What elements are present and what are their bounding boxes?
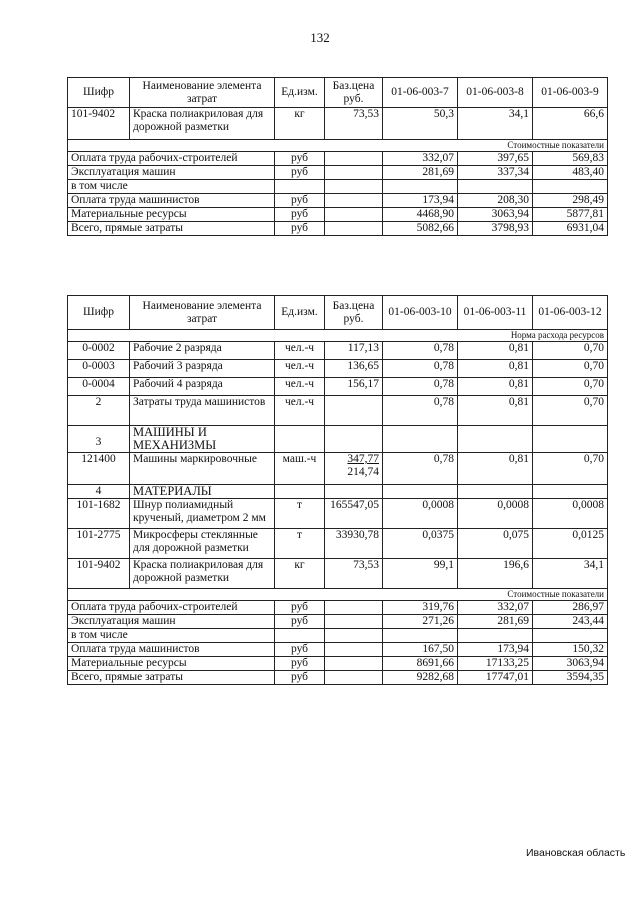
cell-value: [383, 629, 458, 643]
price-second: 214,74: [347, 466, 379, 478]
cell-value: 0,0375: [383, 529, 458, 559]
cell-code: 101-2775: [68, 529, 130, 559]
page-number: 132: [310, 30, 330, 45]
cell-value: 208,30: [458, 194, 533, 208]
cell-empty: [325, 166, 383, 180]
cell-value: 0,78: [383, 342, 458, 360]
cell-value: 0,0008: [533, 499, 608, 529]
worker-row: [68, 360, 608, 378]
header-column: 01-06-003-8: [458, 78, 533, 108]
header-base-price: Баз.цена руб.: [325, 78, 383, 108]
cell-value: 0,70: [533, 360, 608, 378]
section-code: 4: [68, 485, 130, 499]
cell-value: 173,94: [383, 194, 458, 208]
cell-code: 2: [68, 396, 130, 426]
cell-unit: т: [275, 529, 325, 559]
machine-row: [68, 453, 608, 485]
cell-code: 101-9402: [68, 559, 130, 589]
cell-value: 243,44: [533, 615, 608, 629]
cell-unit: руб: [275, 194, 325, 208]
worker-row: [68, 342, 608, 360]
cell-name: Оплата труда машинистов: [68, 194, 275, 208]
cell-name: Эксплуатация машин: [68, 615, 275, 629]
material-row: [68, 499, 608, 529]
header-code: Шифр: [68, 296, 130, 330]
total-row: [68, 208, 608, 222]
cell-empty: [325, 180, 383, 194]
cell-name: Машины маркировочные: [130, 453, 275, 485]
cell-name: Микросферы стеклянные для дорожной разметки: [130, 529, 275, 559]
cell-name: в том числе: [68, 629, 275, 643]
cell-value: 9282,68: [383, 671, 458, 685]
cell-name: Рабочие 2 разряда: [130, 342, 275, 360]
cell-value: 298,49: [533, 194, 608, 208]
cell-value: 337,34: [458, 166, 533, 180]
total-row: [68, 657, 608, 671]
table-row: [68, 108, 608, 140]
cell-unit: [275, 629, 325, 643]
cell-price: 33930,78: [325, 529, 383, 559]
cell-name: Краска полиакриловая для дорожной разметки: [130, 108, 275, 140]
cell-value: [458, 180, 533, 194]
header-base-price: Баз.цена руб.: [325, 296, 383, 330]
header-name: Наименование элемента затрат: [130, 296, 275, 330]
machinist-row: [68, 396, 608, 426]
cell-value: 0,70: [533, 378, 608, 396]
cell-empty: [325, 615, 383, 629]
cell-value: 281,69: [383, 166, 458, 180]
cell-code: 0-0003: [68, 360, 130, 378]
section-title: МАТЕРИАЛЫ: [130, 485, 275, 499]
cell-code: 0-0004: [68, 378, 130, 396]
cost-indicators-label: Стоимостные показатели: [68, 140, 608, 152]
cell-value: 319,76: [383, 601, 458, 615]
norm-label-row: [68, 330, 608, 342]
cell-value: [383, 180, 458, 194]
cell-name: Краска полиакриловая для дорожной разметки: [130, 559, 275, 589]
cell-value: [458, 629, 533, 643]
cell-value: 0,78: [383, 378, 458, 396]
cell-value: [533, 180, 608, 194]
cell-value: 397,65: [458, 152, 533, 166]
cell-value: 0,78: [383, 453, 458, 485]
cell-price: 117,13: [325, 342, 383, 360]
norm-label: Норма расхода ресурсов: [68, 330, 608, 342]
price-underlined: 347,77: [347, 453, 379, 465]
cell-price: 73,53: [325, 108, 383, 140]
cell-unit: руб: [275, 615, 325, 629]
cell-price: 136,65: [325, 360, 383, 378]
cell-code: 101-9402: [68, 108, 130, 140]
cell-value: 0,81: [458, 453, 533, 485]
cell-value: 0,81: [458, 396, 533, 426]
cell-value: 0,81: [458, 378, 533, 396]
cell-unit: чел.-ч: [275, 360, 325, 378]
cell-unit: руб: [275, 208, 325, 222]
cell-name: Рабочий 3 разряда: [130, 360, 275, 378]
cell-value: 0,70: [533, 453, 608, 485]
header-column: 01-06-003-12: [533, 296, 608, 330]
cell-value: 196,6: [458, 559, 533, 589]
cell-value: 3063,94: [533, 657, 608, 671]
cost-indicators-row: [68, 140, 608, 152]
cell-value: 167,50: [383, 643, 458, 657]
cell-value: 0,70: [533, 342, 608, 360]
cell-price: 73,53: [325, 559, 383, 589]
estimate-table-1: [67, 77, 608, 236]
section-title: МАШИНЫ И МЕХАНИЗМЫ: [130, 426, 275, 453]
total-row: [68, 615, 608, 629]
cell-value: 34,1: [458, 108, 533, 140]
cell-value: 332,07: [458, 601, 533, 615]
cell-code: 101-1682: [68, 499, 130, 529]
cell-name: Оплата труда рабочих-строителей: [68, 152, 275, 166]
cell-value: 6931,04: [533, 222, 608, 236]
header-code: Шифр: [68, 78, 130, 108]
header-name: Наименование элемента затрат: [130, 78, 275, 108]
cell-name: Материальные ресурсы: [68, 657, 275, 671]
total-row: [68, 671, 608, 685]
cell-unit: руб: [275, 166, 325, 180]
cell-unit: чел.-ч: [275, 342, 325, 360]
cell-empty: [325, 657, 383, 671]
cell-value: 3063,94: [458, 208, 533, 222]
material-row: [68, 559, 608, 589]
cell-value: 0,78: [383, 360, 458, 378]
cell-value: 50,3: [383, 108, 458, 140]
material-row: [68, 529, 608, 559]
cell-unit: руб: [275, 657, 325, 671]
cell-empty: [325, 222, 383, 236]
cell-value: 271,26: [383, 615, 458, 629]
cell-value: 5877,81: [533, 208, 608, 222]
cell-empty: [325, 671, 383, 685]
cell-value: 0,0008: [458, 499, 533, 529]
cell-value: 99,1: [383, 559, 458, 589]
cell-unit: чел.-ч: [275, 396, 325, 426]
cell-unit: руб: [275, 601, 325, 615]
cell-value: 286,97: [533, 601, 608, 615]
cell-unit: маш.-ч: [275, 453, 325, 485]
total-row: [68, 152, 608, 166]
cell-unit: т: [275, 499, 325, 529]
header-column: 01-06-003-9: [533, 78, 608, 108]
header-unit: Ед.изм.: [275, 78, 325, 108]
cell-name: Оплата труда рабочих-строителей: [68, 601, 275, 615]
cell-unit: руб: [275, 222, 325, 236]
region-footer: Ивановская область: [526, 847, 626, 859]
materials-section-row: [68, 485, 608, 499]
cell-name: Всего, прямые затраты: [68, 671, 275, 685]
total-row: [68, 629, 608, 643]
cell-value: 0,0008: [383, 499, 458, 529]
total-row: [68, 601, 608, 615]
cell-value: 569,83: [533, 152, 608, 166]
worker-row: [68, 378, 608, 396]
cell-unit: кг: [275, 559, 325, 589]
cell-name: Эксплуатация машин: [68, 166, 275, 180]
cell-empty: [325, 194, 383, 208]
cell-name: Оплата труда машинистов: [68, 643, 275, 657]
cell-value: 281,69: [458, 615, 533, 629]
total-row: [68, 166, 608, 180]
cell-value: 0,075: [458, 529, 533, 559]
cell-name: Шнур полиамидный крученый, диаметром 2 мм: [130, 499, 275, 529]
total-row: [68, 643, 608, 657]
header-column: 01-06-003-7: [383, 78, 458, 108]
estimate-table-2: [67, 295, 608, 685]
cell-unit: руб: [275, 671, 325, 685]
cell-empty: [325, 601, 383, 615]
cell-code: 0-0002: [68, 342, 130, 360]
cell-value: 0,70: [533, 396, 608, 426]
cell-empty: [325, 629, 383, 643]
cell-value: 17133,25: [458, 657, 533, 671]
cell-value: 3798,93: [458, 222, 533, 236]
cell-name: Рабочий 4 разряда: [130, 378, 275, 396]
total-row: [68, 194, 608, 208]
cost-indicators-row: [68, 589, 608, 601]
cell-unit: кг: [275, 108, 325, 140]
machines-section-row: [68, 426, 608, 453]
total-row: [68, 180, 608, 194]
cell-unit: чел.-ч: [275, 378, 325, 396]
cell-name: Материальные ресурсы: [68, 208, 275, 222]
cell-name: в том числе: [68, 180, 275, 194]
cell-value: 0,81: [458, 342, 533, 360]
cell-value: 4468,90: [383, 208, 458, 222]
cell-price: [325, 453, 383, 485]
cell-unit: руб: [275, 152, 325, 166]
header-unit: Ед.изм.: [275, 296, 325, 330]
cell-price: 156,17: [325, 378, 383, 396]
cell-value: [533, 629, 608, 643]
cell-value: 0,0125: [533, 529, 608, 559]
cell-value: 66,6: [533, 108, 608, 140]
cell-value: 483,40: [533, 166, 608, 180]
cell-value: 8691,66: [383, 657, 458, 671]
cell-value: 0,78: [383, 396, 458, 426]
cell-empty: [325, 643, 383, 657]
cell-name: Затраты труда машинистов: [130, 396, 275, 426]
cell-empty: [325, 208, 383, 222]
cell-name: Всего, прямые затраты: [68, 222, 275, 236]
cell-value: 332,07: [383, 152, 458, 166]
section-code: 3: [68, 426, 130, 453]
header-column: 01-06-003-11: [458, 296, 533, 330]
cell-unit: [275, 180, 325, 194]
cell-value: 0,81: [458, 360, 533, 378]
cell-empty: [325, 152, 383, 166]
cell-unit: руб: [275, 643, 325, 657]
cost-indicators-label: Стоимостные показатели: [68, 589, 608, 601]
total-row: [68, 222, 608, 236]
cell-value: 3594,35: [533, 671, 608, 685]
cell-value: 17747,01: [458, 671, 533, 685]
cell-value: 5082,66: [383, 222, 458, 236]
cell-value: 150,32: [533, 643, 608, 657]
header-column: 01-06-003-10: [383, 296, 458, 330]
cell-value: 34,1: [533, 559, 608, 589]
cell-price: 165547,05: [325, 499, 383, 529]
cell-code: 121400: [68, 453, 130, 485]
cell-value: 173,94: [458, 643, 533, 657]
